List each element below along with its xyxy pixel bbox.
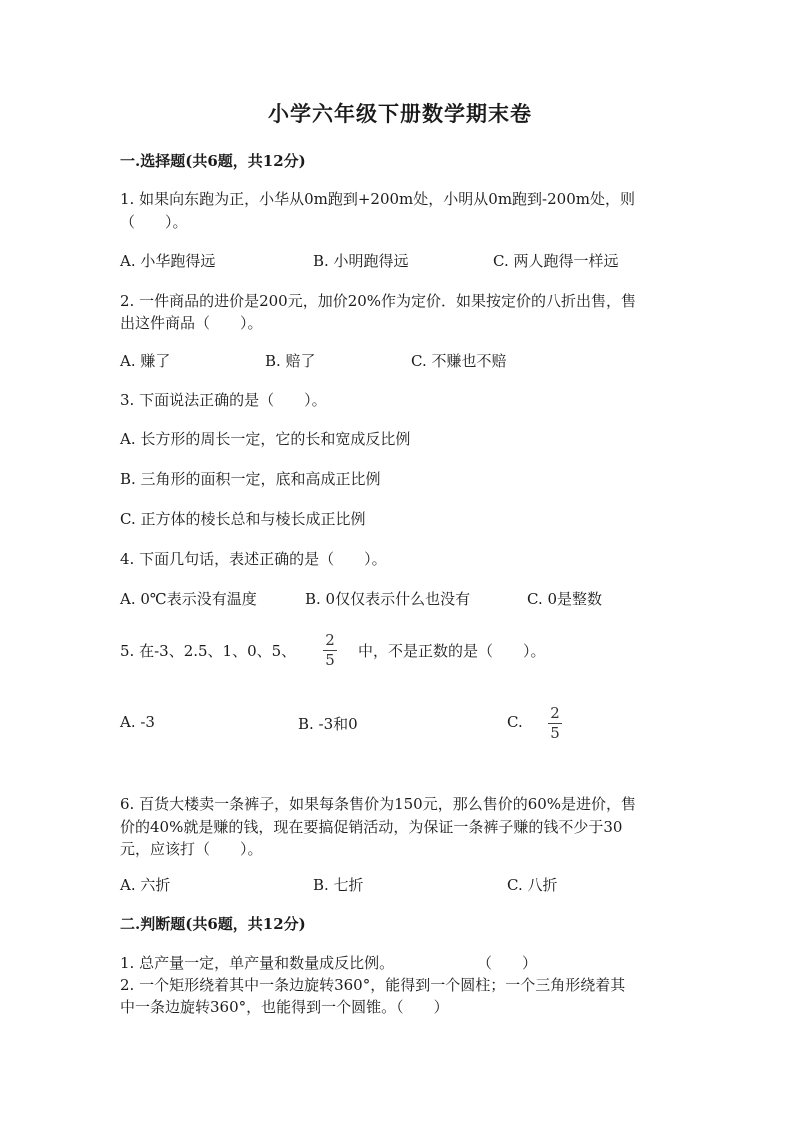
question-4-option-b: B. 0仅仅表示什么也没有 xyxy=(305,590,471,608)
question-2-option-a: A. 赚了 xyxy=(120,352,171,370)
question-5-option-c: C. xyxy=(507,713,523,731)
question-6-option-a: A. 六折 xyxy=(120,876,171,894)
question-2-line-1: 2. 一件商品的进价是200元，加价20%作为定价．如果按定价的八折出售，售 xyxy=(120,292,637,310)
question-5-option-b: B. -3和0 xyxy=(298,715,358,733)
question-6-line-3: 元，应该打（ ）。 xyxy=(120,840,263,858)
question-1-line-2: （ ）。 xyxy=(120,213,188,231)
question-3-option-b: B. 三角形的面积一定，底和高成正比例 xyxy=(120,470,381,488)
question-6-line-2: 价的40%就是赚的钱，现在要搞促销活动，为保证一条裤子赚的钱不少于30 xyxy=(120,818,623,836)
question-4-option-c: C. 0是整数 xyxy=(527,590,603,608)
judgement-2-line-1: 2. 一个矩形绕着其中一条边旋转360°，能得到一个圆柱；一个三角形绕着其 xyxy=(120,976,626,994)
judgement-1-answer-blank: （ ） xyxy=(477,954,538,972)
fraction-denominator: 5 xyxy=(325,651,335,669)
question-3-option-a: A. 长方形的周长一定，它的长和宽成反比例 xyxy=(120,430,411,448)
question-5-option-a: A. -3 xyxy=(120,713,155,731)
fraction-denominator: 5 xyxy=(550,724,560,742)
question-6-line-1: 6. 百货大楼卖一条裤子，如果每条售价为150元，那么售价的60%是进价，售 xyxy=(120,795,637,813)
question-1-option-b: B. 小明跑得远 xyxy=(313,252,409,270)
question-2-line-2: 出这件商品（ ）。 xyxy=(120,314,263,332)
question-5-fraction xyxy=(321,632,339,669)
question-2-option-b: B. 赔了 xyxy=(265,352,316,370)
question-3-option-c: C. 正方体的棱长总和与棱长成正比例 xyxy=(120,510,366,528)
question-1-option-c: C. 两人跑得一样远 xyxy=(493,252,619,270)
question-5-option-c-fraction xyxy=(546,705,564,742)
question-6-option-c: C. 八折 xyxy=(507,876,558,894)
section-heading-choice: 一.选择题(共6题，共12分) xyxy=(120,152,306,170)
fraction-numerator: 2 xyxy=(550,704,560,722)
question-6-option-b: B. 七折 xyxy=(313,876,364,894)
fraction-numerator: 2 xyxy=(325,631,335,649)
section-heading-judgement: 二.判断题(共6题，共12分) xyxy=(120,915,306,933)
question-3-line-1: 3. 下面说法正确的是（ ）。 xyxy=(120,391,327,409)
question-2-option-c: C. 不赚也不赔 xyxy=(411,352,507,370)
question-5-text: 5. 在-3、2.5、1、0、5、 xyxy=(120,642,297,660)
judgement-2-line-2: 中一条边旋转360°，也能得到一个圆锥。（ ） xyxy=(120,998,449,1016)
judgement-1-text: 1. 总产量一定，单产量和数量成反比例。 xyxy=(120,954,395,972)
question-1-line-1: 1. 如果向东跑为正，小华从0m跑到+200m处，小明从0m跑到-200m处，则 xyxy=(120,190,635,208)
page-title: 小学六年级下册数学期末卷 xyxy=(268,101,532,126)
question-4-line-1: 4. 下面几句话，表述正确的是（ ）。 xyxy=(120,550,387,568)
question-1-option-a: A. 小华跑得远 xyxy=(120,252,216,270)
question-5-text-tail: 中，不是正数的是（ ）。 xyxy=(358,642,546,660)
question-4-option-a: A. 0℃表示没有温度 xyxy=(120,590,257,608)
